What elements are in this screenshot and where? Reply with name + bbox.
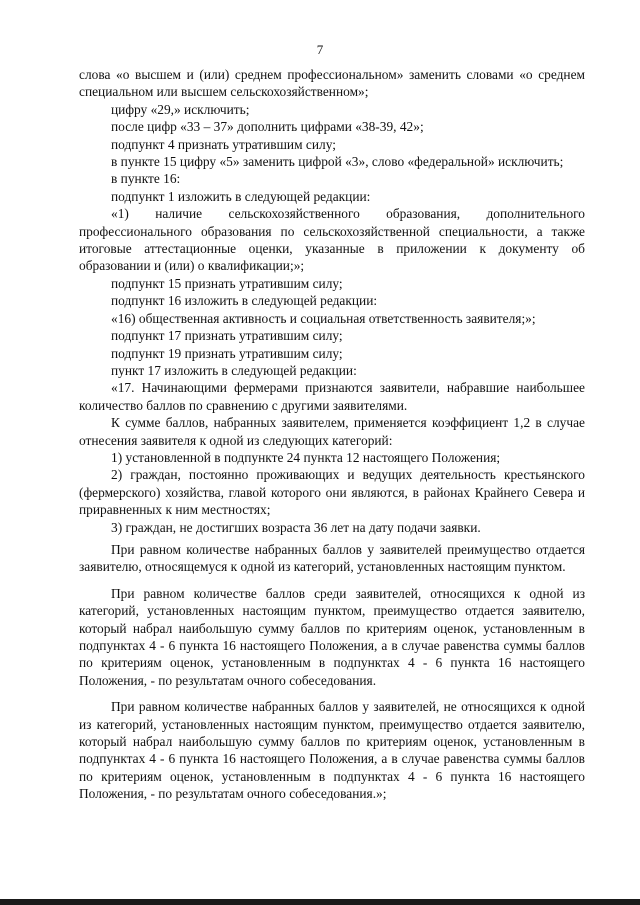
- paragraph: в пункте 16:: [111, 171, 181, 187]
- paragraph: подпункт 1 изложить в следующей редакции:: [111, 188, 371, 204]
- paragraph: 3) граждан, не достигших возраста 36 лет на дату подачи заявки.: [111, 519, 481, 535]
- paragraph: К сумме баллов, набранных заявителем, применяется коэффициент 1,2 в случае отнесения заявителя к одной из следующих категорий:: [79, 415, 585, 448]
- paragraph: При равном количестве баллов среди заявителей, относящихся к одной из категорий, установленных настоящим пунктом, преимущество отдается заявителю, который набрал наибольшую сумму баллов по критериям оценок, установленным в подпунктах 4 - 6 пункта 16 настоящего Положения, а в случае равенства суммы баллов по критериям оценок, установленным в подпунктах 4 - 6 пункта 16 настоящего Положения, - по результатам очного собеседования.: [79, 585, 585, 688]
- paragraph: 1) установленной в подпункте 24 пункта 12 настоящего Положения;: [111, 449, 501, 465]
- paragraph: подпункт 15 признать утратившим силу;: [111, 275, 343, 291]
- paragraph: подпункт 17 признать утратившим силу;: [111, 328, 343, 344]
- paragraph: подпункт 4 признать утратившим силу;: [111, 136, 336, 152]
- paragraph: подпункт 16 изложить в следующей редакции:: [111, 293, 378, 309]
- paragraph: «17. Начинающими фермерами признаются заявители, набравшие наибольшее количество баллов по сравнению с другими заявителями.: [79, 380, 585, 413]
- paragraph: При равном количестве набранных баллов у заявителей, не относящихся к одной из категорий, установленных настоящим пунктом, преимущество отдается заявителю, который набрал наибольшую сумму баллов по критериям оценок, установленным в подпунктах 4 - 6 пункта 16 настоящего Положения, а в случае равенства суммы баллов по критериям оценок, установленным в подпунктах 4 - 6 пункта 16 настоящего Положения, - по результатам очного собеседования.»;: [79, 699, 585, 802]
- paragraph: При равном количестве набранных баллов у заявителей преимущество отдается заявителю, относящемуся к одной из категорий, установленных настоящим пунктом.: [79, 541, 585, 575]
- paragraph: подпункт 19 признать утратившим силу;: [111, 345, 343, 361]
- paragraph: «1) наличие сельскохозяйственного образования, дополнительного профессионального образования по сельскохозяйственной специальности, а также итоговые аттестационные оценки, указанные в приложении к документу об образовании и (или) о квалификации;»;: [79, 206, 585, 274]
- paragraph: пункт 17 изложить в следующей редакции:: [111, 362, 357, 378]
- paragraph: 2) граждан, постоянно проживающих и ведущих деятельность крестьянского (фермерского) хозяйства, главой которого они являются, в районах Крайнего Севера и приравненных к ним местностях;: [79, 467, 585, 518]
- paragraph: «16) общественная активность и социальная ответственность заявителя;»;: [111, 310, 536, 326]
- paragraph: цифру «29,» исключить;: [111, 101, 250, 117]
- page-number: 7: [316, 42, 324, 57]
- paragraph: в пункте 15 цифру «5» заменить цифрой «3», слово «федеральной» исключить;: [111, 154, 564, 170]
- paragraph: после цифр «33 – 37» дополнить цифрами «38-39, 42»;: [111, 119, 424, 135]
- paragraph: слова «о высшем и (или) среднем профессиональном» заменить словами «о среднем специальном или высшем сельскохозяйственном»;: [79, 67, 585, 100]
- bottom-border: [0, 899, 640, 905]
- document-body: [79, 66, 585, 803]
